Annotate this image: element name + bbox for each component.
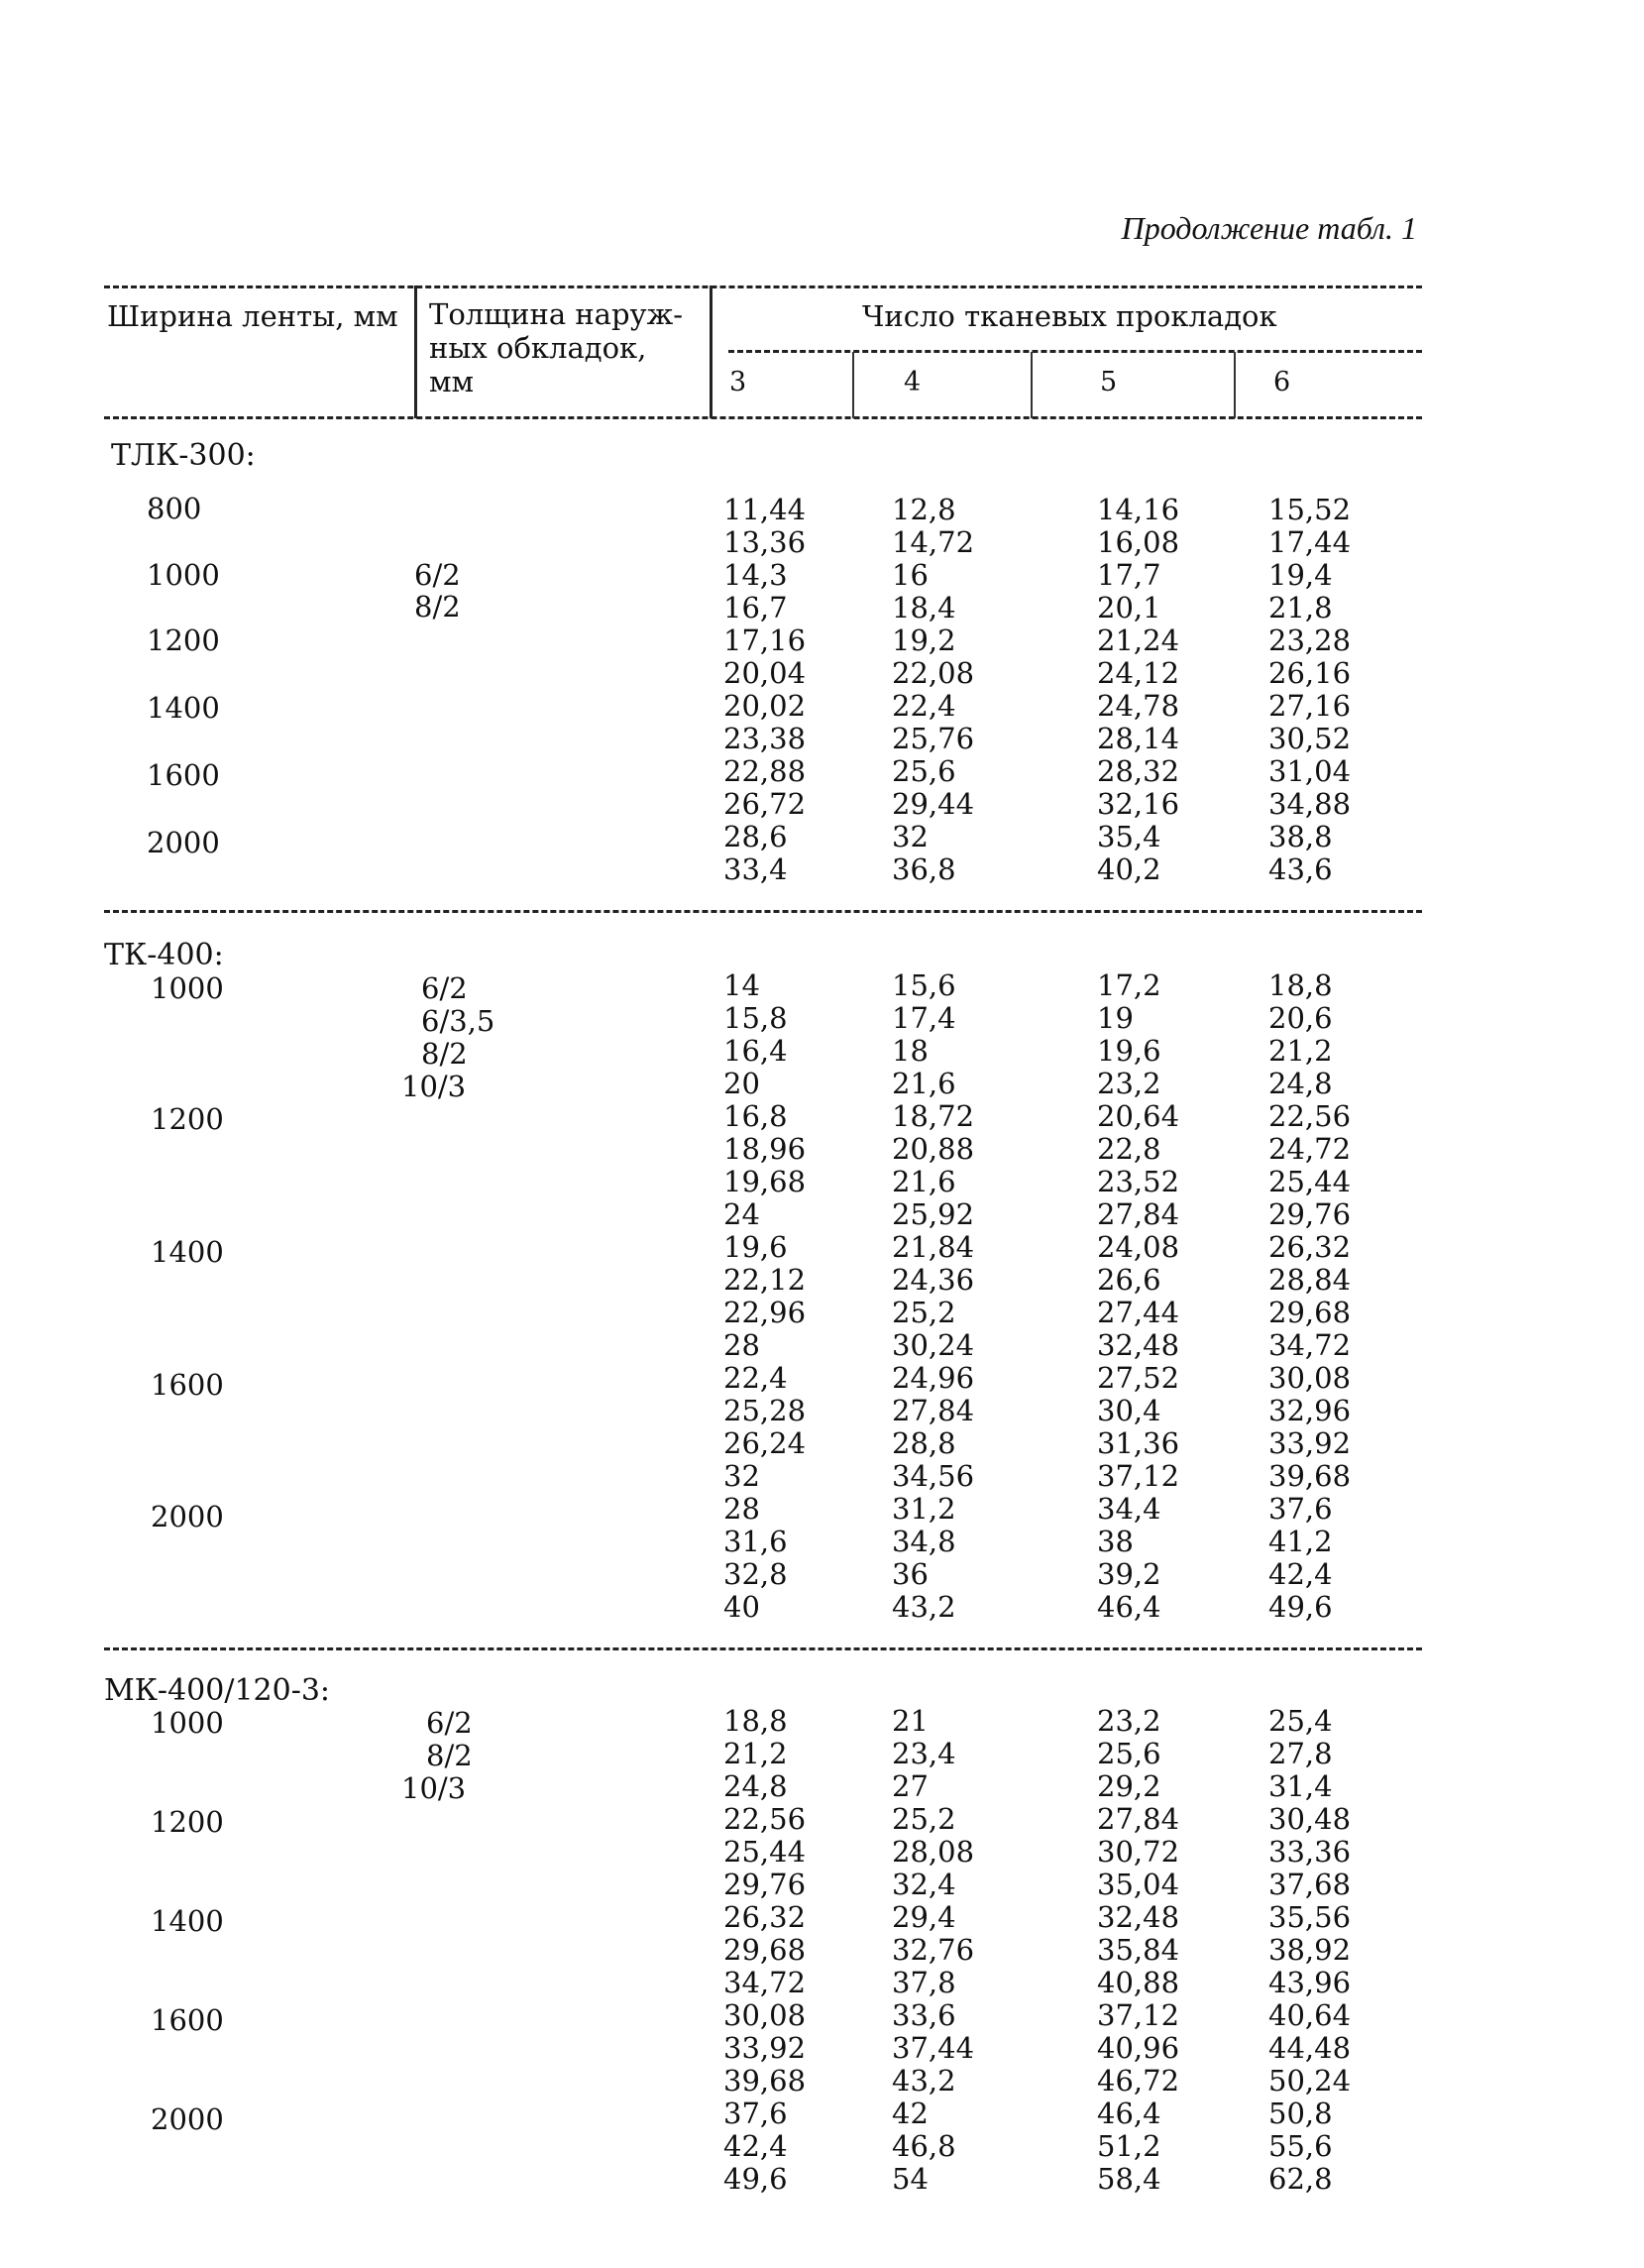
table-cell: 34,4 — [1097, 1492, 1161, 1526]
table-cell: 26,32 — [1268, 1230, 1352, 1264]
table-cell: 38,92 — [1268, 1933, 1352, 1967]
section-divider — [104, 910, 1422, 913]
table-cell: 46,8 — [892, 2129, 956, 2163]
table-cell: 19,68 — [723, 1165, 807, 1198]
table-cell: 28,32 — [1097, 754, 1180, 788]
belt-width: 1600 — [151, 1368, 224, 1402]
table-cell: 21,6 — [892, 1165, 956, 1198]
table-cell: 21 — [892, 1704, 929, 1738]
table-cell: 40,88 — [1097, 1966, 1180, 1999]
table-cell: 39,68 — [723, 2064, 807, 2098]
table-cell: 25,6 — [1097, 1737, 1161, 1770]
thickness-column-header-line2: ных обкладок, — [429, 331, 647, 365]
table-cell: 40 — [723, 1590, 760, 1624]
header-top-rule — [104, 285, 1422, 288]
belt-width: 1400 — [151, 1904, 224, 1938]
table-cell: 36 — [892, 1557, 929, 1591]
table-cell: 34,88 — [1268, 787, 1352, 821]
table-cell: 32,96 — [1268, 1394, 1352, 1427]
table-cell: 26,72 — [723, 787, 807, 821]
table-cell: 27,84 — [1097, 1197, 1180, 1231]
table-cell: 32,16 — [1097, 787, 1180, 821]
table-cell: 37,44 — [892, 2031, 975, 2065]
table-cell: 35,56 — [1268, 1900, 1352, 1934]
ply-count-4: 4 — [904, 367, 922, 397]
table-cell: 33,92 — [1268, 1426, 1352, 1460]
values-column-4-plies — [892, 494, 974, 886]
table-cell: 46,4 — [1097, 2097, 1161, 2130]
table-cell: 27,44 — [1097, 1296, 1180, 1329]
table-cell: 26,6 — [1097, 1263, 1161, 1297]
table-cell: 23,2 — [1097, 1704, 1161, 1738]
table-cell: 39,2 — [1097, 1557, 1161, 1591]
table-cell: 18,8 — [1268, 968, 1333, 1002]
table-cell: 24,08 — [1097, 1230, 1180, 1264]
table-cell: 14,3 — [723, 558, 788, 592]
table-caption: Продолжение табл. 1 — [1121, 210, 1417, 246]
table-cell: 31,6 — [723, 1525, 788, 1558]
table-cell: 37,12 — [1097, 1459, 1180, 1493]
table-cell: 15,52 — [1268, 493, 1352, 526]
table-cell: 37,6 — [1268, 1492, 1333, 1526]
table-cell: 24,96 — [892, 1361, 975, 1395]
belt-width: 1000 — [151, 971, 224, 1005]
ply-count-3: 3 — [729, 367, 747, 397]
table-cell: 46,4 — [1097, 1590, 1161, 1624]
table-cell: 22,8 — [1097, 1132, 1161, 1166]
table-cell: 21,8 — [1268, 591, 1333, 624]
ply-count-5: 5 — [1100, 367, 1118, 397]
table-cell: 35,84 — [1097, 1933, 1180, 1967]
values-column-5-plies — [1097, 1705, 1179, 2196]
table-cell: 18,72 — [892, 1099, 975, 1133]
table-cell: 32,48 — [1097, 1900, 1180, 1934]
table-cell: 32,8 — [723, 1557, 788, 1591]
table-cell: 17,16 — [723, 624, 807, 657]
values-column-6-plies — [1268, 969, 1351, 1624]
table-cell: 37,12 — [1097, 1998, 1180, 2032]
table-cell: 17,4 — [892, 1001, 956, 1035]
table-cell: 27,52 — [1097, 1361, 1180, 1395]
table-cell: 29,68 — [1268, 1296, 1352, 1329]
table-cell: 25,28 — [723, 1394, 807, 1427]
table-cell: 30,08 — [723, 1998, 807, 2032]
belt-width: 1200 — [147, 624, 220, 657]
table-cell: 30,08 — [1268, 1361, 1352, 1395]
values-column-4-plies — [892, 1705, 974, 2196]
table-cell: 20,04 — [723, 656, 807, 690]
belt-width: 1400 — [151, 1235, 224, 1269]
ply-divider-3 — [1234, 352, 1236, 418]
section-title: ТЛК-300: — [111, 438, 256, 473]
table-cell: 26,16 — [1268, 656, 1352, 690]
table-cell: 14,16 — [1097, 493, 1180, 526]
table-cell: 29,76 — [723, 1868, 807, 1901]
table-cell: 28,84 — [1268, 1263, 1352, 1297]
table-cell: 50,8 — [1268, 2097, 1333, 2130]
table-cell: 54 — [892, 2162, 929, 2196]
header-divider-2 — [710, 285, 712, 418]
table-cell: 27,84 — [892, 1394, 975, 1427]
table-cell: 29,68 — [723, 1933, 807, 1967]
values-column-5-plies — [1097, 969, 1179, 1624]
cover-thickness: 8/2 — [426, 1739, 473, 1772]
thickness-column-header-line3: мм — [429, 365, 475, 398]
table-cell: 24,8 — [1268, 1067, 1333, 1100]
table-cell: 42,4 — [723, 2129, 788, 2163]
table-cell: 17,44 — [1268, 525, 1352, 559]
table-cell: 27 — [892, 1769, 929, 1803]
table-cell: 26,32 — [723, 1900, 807, 1934]
table-cell: 16,08 — [1097, 525, 1180, 559]
table-cell: 31,36 — [1097, 1426, 1180, 1460]
table-cell: 25,2 — [892, 1296, 956, 1329]
table-cell: 62,8 — [1268, 2162, 1333, 2196]
table-cell: 24,36 — [892, 1263, 975, 1297]
values-column-6-plies — [1268, 494, 1351, 886]
table-cell: 20,6 — [1268, 1001, 1333, 1035]
table-cell: 31,04 — [1268, 754, 1352, 788]
table-cell: 32,48 — [1097, 1328, 1180, 1362]
header-divider-1 — [414, 285, 417, 418]
table-cell: 58,4 — [1097, 2162, 1161, 2196]
table-cell: 43,2 — [892, 2064, 956, 2098]
table-cell: 25,76 — [892, 722, 975, 755]
table-cell: 22,56 — [1268, 1099, 1352, 1133]
section-divider — [104, 1647, 1422, 1650]
cover-thickness: 8/2 — [414, 590, 461, 624]
table-cell: 22,56 — [723, 1802, 807, 1836]
table-cell: 49,6 — [723, 2162, 788, 2196]
table-cell: 28,6 — [723, 820, 788, 853]
values-column-5-plies — [1097, 494, 1179, 886]
table-cell: 24,12 — [1097, 656, 1180, 690]
table-cell: 51,2 — [1097, 2129, 1161, 2163]
table-cell: 38,8 — [1268, 820, 1333, 853]
table-cell: 36,8 — [892, 852, 956, 886]
table-cell: 25,44 — [723, 1835, 807, 1869]
table-cell: 33,6 — [892, 1998, 956, 2032]
table-cell: 30,52 — [1268, 722, 1352, 755]
table-cell: 24,78 — [1097, 689, 1180, 723]
values-column-6-plies — [1268, 1705, 1351, 2196]
table-cell: 22,4 — [723, 1361, 788, 1395]
ply-divider-1 — [852, 352, 854, 418]
table-cell: 38 — [1097, 1525, 1134, 1558]
table-cell: 20,1 — [1097, 591, 1161, 624]
table-cell: 22,12 — [723, 1263, 807, 1297]
cover-thickness: 6/2 — [421, 971, 468, 1005]
table-cell: 12,8 — [892, 493, 956, 526]
table-cell: 42 — [892, 2097, 929, 2130]
table-cell: 19,6 — [723, 1230, 788, 1264]
table-cell: 25,92 — [892, 1197, 975, 1231]
table-cell: 23,28 — [1268, 624, 1352, 657]
table-cell: 33,92 — [723, 2031, 807, 2065]
table-cell: 19,2 — [892, 624, 956, 657]
table-cell: 42,4 — [1268, 1557, 1333, 1591]
table-cell: 21,2 — [723, 1737, 788, 1770]
table-cell: 29,76 — [1268, 1197, 1352, 1231]
belt-width: 1200 — [151, 1102, 224, 1136]
table-cell: 24 — [723, 1197, 760, 1231]
table-cell: 21,84 — [892, 1230, 975, 1264]
table-cell: 20,02 — [723, 689, 807, 723]
table-cell: 32,4 — [892, 1868, 956, 1901]
belt-width: 1600 — [147, 758, 220, 792]
cover-thickness: 6/2 — [426, 1706, 473, 1740]
table-cell: 31,4 — [1268, 1769, 1333, 1803]
table-cell: 25,44 — [1268, 1165, 1352, 1198]
section-title: ТК-400: — [104, 938, 224, 972]
table-cell: 40,64 — [1268, 1998, 1352, 2032]
values-column-3-plies — [723, 969, 806, 1624]
belt-width: 1600 — [151, 2003, 224, 2037]
table-cell: 55,6 — [1268, 2129, 1333, 2163]
table-cell: 20 — [723, 1067, 760, 1100]
table-cell: 43,6 — [1268, 852, 1333, 886]
table-cell: 22,4 — [892, 689, 956, 723]
ply-count-6: 6 — [1273, 367, 1291, 397]
table-cell: 16,7 — [723, 591, 788, 624]
header-sub-rule — [728, 350, 1422, 353]
table-cell: 20,64 — [1097, 1099, 1180, 1133]
belt-width: 800 — [147, 492, 202, 525]
table-cell: 35,04 — [1097, 1868, 1180, 1901]
table-cell: 21,24 — [1097, 624, 1180, 657]
table-cell: 34,72 — [723, 1966, 807, 1999]
table-cell: 23,4 — [892, 1737, 956, 1770]
table-cell: 24,72 — [1268, 1132, 1352, 1166]
belt-width: 2000 — [151, 2102, 224, 2136]
table-cell: 40,96 — [1097, 2031, 1180, 2065]
table-cell: 16,4 — [723, 1034, 788, 1068]
table-cell: 20,88 — [892, 1132, 975, 1166]
width-column-header: Ширина ленты, мм — [107, 299, 398, 333]
belt-width: 1000 — [151, 1706, 224, 1740]
table-cell: 28,14 — [1097, 722, 1180, 755]
table-cell: 27,84 — [1097, 1802, 1180, 1836]
cover-thickness: 10/3 — [401, 1070, 467, 1103]
table-cell: 26,24 — [723, 1426, 807, 1460]
table-cell: 28 — [723, 1328, 760, 1362]
table-cell: 25,2 — [892, 1802, 956, 1836]
table-cell: 30,48 — [1268, 1802, 1352, 1836]
table-cell: 11,44 — [723, 493, 807, 526]
table-cell: 32,76 — [892, 1933, 975, 1967]
belt-width: 2000 — [147, 826, 220, 859]
table-cell: 23,38 — [723, 722, 807, 755]
table-cell: 35,4 — [1097, 820, 1161, 853]
cover-thickness: 10/3 — [401, 1771, 467, 1805]
belt-width: 1200 — [151, 1805, 224, 1839]
table-cell: 43,96 — [1268, 1966, 1352, 1999]
table-cell: 17,7 — [1097, 558, 1161, 592]
table-cell: 34,72 — [1268, 1328, 1352, 1362]
table-cell: 18,96 — [723, 1132, 807, 1166]
table-cell: 22,08 — [892, 656, 975, 690]
table-cell: 31,2 — [892, 1492, 956, 1526]
table-cell: 30,72 — [1097, 1835, 1180, 1869]
table-cell: 19 — [1097, 1001, 1134, 1035]
table-cell: 32 — [892, 820, 929, 853]
table-cell: 29,2 — [1097, 1769, 1161, 1803]
table-cell: 21,2 — [1268, 1034, 1333, 1068]
table-cell: 15,8 — [723, 1001, 788, 1035]
table-cell: 29,4 — [892, 1900, 956, 1934]
table-cell: 30,24 — [892, 1328, 975, 1362]
section-title: МК-400/120-3: — [104, 1673, 331, 1708]
table-cell: 25,6 — [892, 754, 956, 788]
table-cell: 34,8 — [892, 1525, 956, 1558]
table-cell: 14,72 — [892, 525, 975, 559]
table-cell: 33,4 — [723, 852, 788, 886]
table-cell: 50,24 — [1268, 2064, 1352, 2098]
table-cell: 22,88 — [723, 754, 807, 788]
values-column-3-plies — [723, 1705, 806, 2196]
table-cell: 29,44 — [892, 787, 975, 821]
table-cell: 28,8 — [892, 1426, 956, 1460]
cover-thickness: 6/3,5 — [421, 1004, 495, 1038]
table-cell: 23,52 — [1097, 1165, 1180, 1198]
table-cell: 28,08 — [892, 1835, 975, 1869]
table-cell: 19,4 — [1268, 558, 1333, 592]
table-cell: 43,2 — [892, 1590, 956, 1624]
table-cell: 46,72 — [1097, 2064, 1180, 2098]
table-cell: 49,6 — [1268, 1590, 1333, 1624]
table-cell: 14 — [723, 968, 760, 1002]
cover-thickness: 6/2 — [414, 558, 461, 592]
table-cell: 44,48 — [1268, 2031, 1352, 2065]
table-cell: 18,4 — [892, 591, 956, 624]
belt-width: 1400 — [147, 691, 220, 725]
thickness-column-header-line1: Толщина наруж- — [429, 297, 684, 331]
table-cell: 28 — [723, 1492, 760, 1526]
table-cell: 32 — [723, 1459, 760, 1493]
table-cell: 16 — [892, 558, 929, 592]
table-cell: 16,8 — [723, 1099, 788, 1133]
table-cell: 37,8 — [892, 1966, 956, 1999]
table-cell: 23,2 — [1097, 1067, 1161, 1100]
table-cell: 13,36 — [723, 525, 807, 559]
table-cell: 19,6 — [1097, 1034, 1161, 1068]
table-cell: 18 — [892, 1034, 929, 1068]
table-cell: 25,4 — [1268, 1704, 1333, 1738]
table-cell: 18,8 — [723, 1704, 788, 1738]
table-cell: 34,56 — [892, 1459, 975, 1493]
table-cell: 30,4 — [1097, 1394, 1161, 1427]
belt-width: 2000 — [151, 1500, 224, 1533]
ply-divider-2 — [1031, 352, 1033, 418]
table-cell: 41,2 — [1268, 1525, 1333, 1558]
table-cell: 37,68 — [1268, 1868, 1352, 1901]
values-column-4-plies — [892, 969, 974, 1624]
table-cell: 39,68 — [1268, 1459, 1352, 1493]
belt-width: 1000 — [147, 558, 220, 592]
table-cell: 27,8 — [1268, 1737, 1333, 1770]
table-cell: 15,6 — [892, 968, 956, 1002]
table-cell: 33,36 — [1268, 1835, 1352, 1869]
values-column-3-plies — [723, 494, 806, 886]
table-cell: 17,2 — [1097, 968, 1161, 1002]
table-cell: 21,6 — [892, 1067, 956, 1100]
cover-thickness: 8/2 — [421, 1037, 468, 1071]
table-cell: 24,8 — [723, 1769, 788, 1803]
header-bottom-rule — [104, 416, 1422, 419]
table-cell: 22,96 — [723, 1296, 807, 1329]
table-cell: 37,6 — [723, 2097, 788, 2130]
table-cell: 27,16 — [1268, 689, 1352, 723]
plies-group-header: Число тканевых прокладок — [862, 299, 1277, 333]
table-cell: 40,2 — [1097, 852, 1161, 886]
